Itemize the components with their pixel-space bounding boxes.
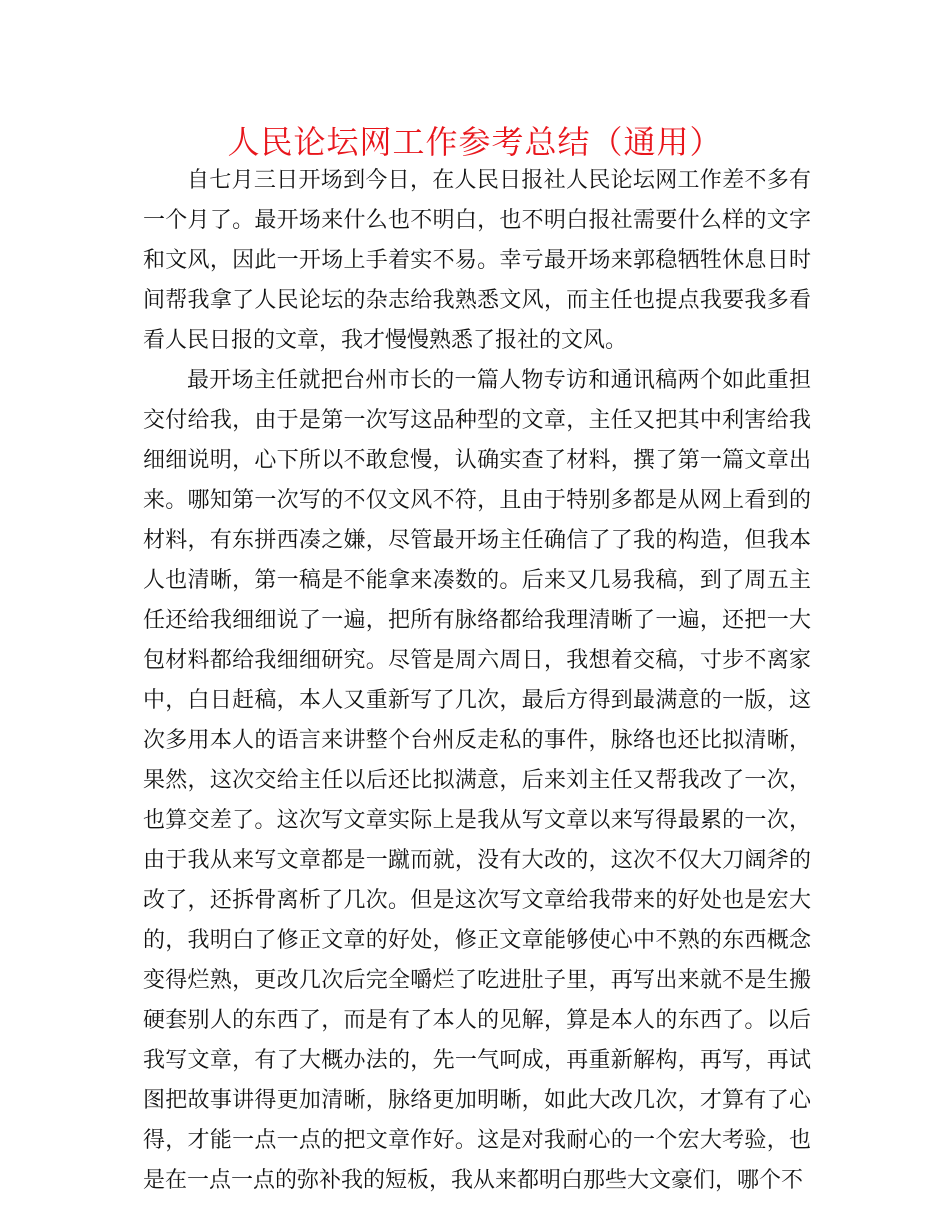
paragraph-1: 自七月三日开场到今日，在人民日报社人民论坛网工作差不多有一个月了。最开场来什么也不明白，也不明白报社需要什么样的文字和文风，因此一开场上手着实不易。幸亏最开场来郭稳牺牲休息日时间帮我拿了人民论坛的杂志给我熟悉文风，而主任也提点我要我多看看人民日报的文章，我才慢慢熟悉了报社的文风。 (143, 168, 811, 353)
document-title: 人民论坛网工作参考总结（通用） (227, 123, 723, 161)
paragraph-2: 最开场主任就把台州市长的一篇人物专访和通讯稿两个如此重担交付给我，由于是第一次写这品种型的文章，主任又把其中利害给我细细说明，心下所以不敢怠慢，认确实查了材料，撰了第一篇文章出来。哪知第一次写的不仅文风不符，且由于特别多都是从网上看到的材料，有东拼西凑之嫌，尽管最开场主任确信了了我的构造，但我本人也清晰，第一稿是不能拿来凑数的。后来又几易我稿，到了周五主任还给我细细说了一遍，把所有脉络都给我理清晰了一遍，还把一大包材料都给我细细研究。尽管是周六周日，我想着交稿，寸步不离家中，白日赶稿，本人又重新写了几次，最后方得到最满意的一版，这次多用本人的语言来讲整个台州反走私的事件，脉络也还比拟清晰，果然，这次交给主任以后还比拟满意，后来刘主任又帮我改了一次，也算交差了。这次写文章实际上是我从写文章以来写得最累的一次，由于我从来写文章都是一蹴而就，没有大改的，这次不仅大刀阔斧的改了，还拆骨离析了几次。但是这次写文章给我带来的好处也是宏大的，我明白了修正文章的好处，修正文章能够使心中不熟的东西概念变得烂熟，更改几次后完全嚼烂了吃进肚子里，再写出来就不是生搬硬套别人的东西了，而是有了本人的见解，算是本人的东西了。以后我写文章，有了大概办法的，先一气呵成，再重新解构，再写，再试图把故事讲得更加清晰，脉络更加明晰，如此大改几次，才算有了心得，才能一点一点的把文章作好。这是对我耐心的一个宏大考验，也是在一点一点的弥补我的短板，我从来都明白那些大文豪们，哪个不 (143, 368, 811, 1193)
document-body (143, 161, 811, 1201)
